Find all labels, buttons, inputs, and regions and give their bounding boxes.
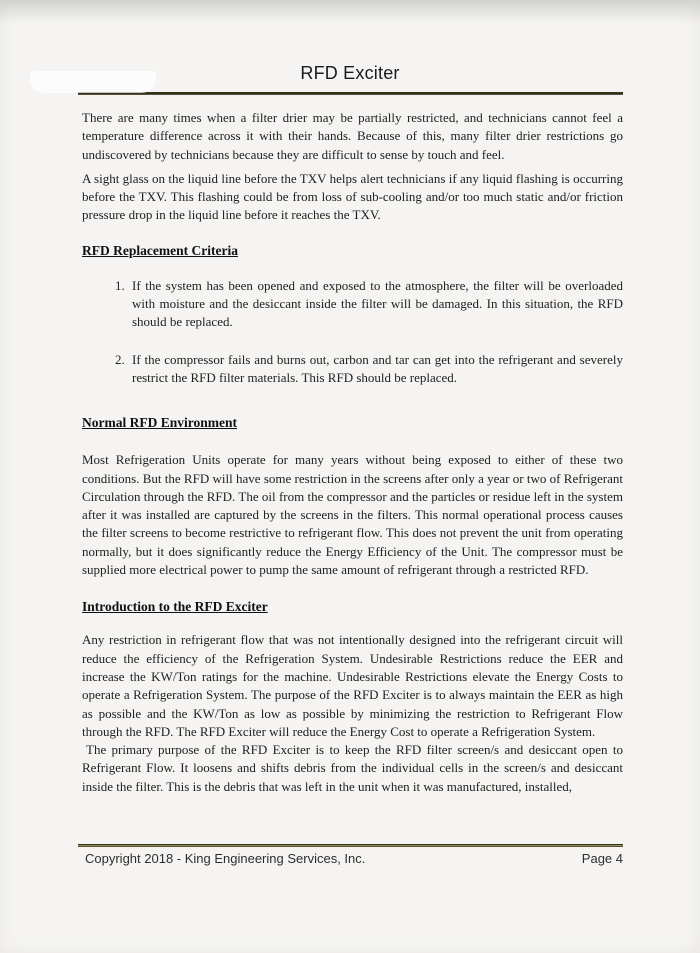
paragraph-filter-drier: There are many times when a filter drier may be partially restricted, and technicians cannot feel a temperature difference across it with their hands. Because of this, many filter drier restrictions go undiscovered by technicians because they are difficult to sense by touch and feel. (82, 110, 623, 162)
page-title: RFD Exciter (300, 63, 400, 83)
paragraph-normal-environment: Most Refrigeration Units operate for many years without being exposed to either of these two conditions. But the RFD will have some restriction in the screens after only a year or two of Refrigerant Circulation through the RFD. The oil from the compressor and the particles or residue left in the system after it was installed are captured by the screens in the filters. This normal operational process causes the filter screens to become restrictive to refrigerant flow. This does not prevent the unit from operating normally, but it does significantly reduce the Energy Efficiency of the Unit. The compressor must be supplied more electrical power to pump the same amount of refrigerant through a restricted RFD. (82, 452, 623, 578)
replacement-criteria-list (82, 277, 623, 387)
paragraph-undesirable-restrictions: Any restriction in refrigerant flow that was not intentionally designed into the refrigerant circuit will reduce the efficiency of the Refrigeration System. Undesirable Restrictions reduce the EER and increase the KW/Ton ratings for the machine. Undesirable Restrictions elevate the Energy Costs to operate a Refrigeration System. The purpose of the RFD Exciter is to always maintain the EER as high as possible and the KW/Ton as low as possible by minimizing the restriction to Refrigerant Flow through the RFD. The RFD Exciter will reduce the Energy Cost to operate a Refrigeration System. (82, 632, 623, 739)
header-rule (78, 92, 623, 95)
paragraph-primary-purpose: The primary purpose of the RFD Exciter is to keep the RFD filter screen/s and desiccant open to Refrigerant Flow. It loosens and shifts debris from the individual cells in the screen/s and desiccant inside the filter. This is the debris that was left in the unit when it was manufactured, installed, (82, 742, 623, 794)
paragraph-sight-glass: A sight glass on the liquid line before the TXV helps alert technicians if any liquid flashing is occurring before the TXV. This flashing could be from loss of sub-cooling and/or too much static and/or friction pressure drop in the liquid line before it reaches the TXV. (82, 170, 623, 223)
document-body (82, 109, 623, 796)
footer-page-number: Page 4 (581, 851, 623, 866)
highlight-blob (30, 71, 156, 93)
heading-normal-rfd-environment: Normal RFD Environment (82, 415, 237, 431)
footer-rule (78, 844, 623, 847)
page-footer (0, 844, 700, 866)
heading-introduction-rfd-exciter: Introduction to the RFD Exciter (82, 599, 268, 615)
footer-copyright: Copyright 2018 - King Engineering Services, Inc. (85, 851, 366, 866)
heading-rfd-replacement-criteria: RFD Replacement Criteria (82, 242, 238, 258)
list-item-atmosphere-exposure: 1. If the system has been opened and exposed to the atmosphere, the filter will be overloaded with moisture and the desiccant inside the filter will be damaged. In this situation, the RFD should be replaced. (128, 277, 623, 332)
list-item-compressor-burnout: 2. If the compressor fails and burns out, carbon and tar can get into the refrigerant and severely restrict the RFD filter materials. This RFD should be replaced. (128, 351, 623, 388)
